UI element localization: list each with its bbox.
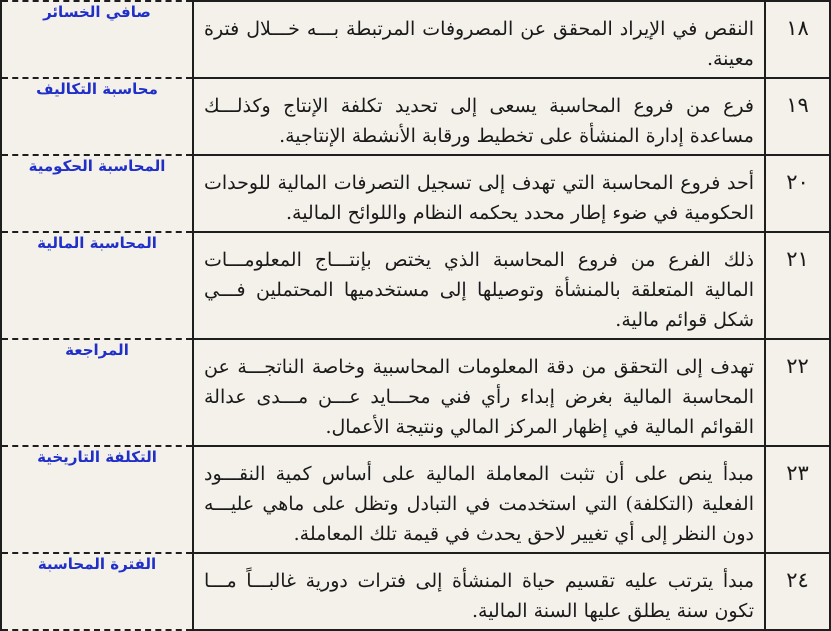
row-term: محاسبة التكاليف [1, 78, 193, 155]
row-number: ٢٤ [765, 553, 830, 630]
row-number: ٢١ [765, 232, 830, 339]
row-definition: النقص في الإيراد المحقق عن المصروفات المرتبطة بـــه خـــلال فترة معينة. [193, 1, 765, 78]
row-term: المحاسبة الحكومية [1, 155, 193, 232]
row-definition: أحد فروع المحاسبة التي تهدف إلى تسجيل التصرفات المالية للوحدات الحكومية في ضوء إطار محدد يحكمه النظام واللوائح المالية. [193, 155, 765, 232]
row-definition: ذلك الفرع من فروع المحاسبة الذي يختص بإنتـــاج المعلومـــات المالية المتعلقة بالمنشأة وتوصيلها إلى مستخدميها المحتملين فـــي شكل قوائم مالية. [193, 232, 765, 339]
row-definition: مبدأ يترتب عليه تقسيم حياة المنشأة إلى فترات دورية غالبـــاً مـــا تكون سنة يطلق عليها السنة المالية. [193, 553, 765, 630]
table-row [1, 232, 830, 339]
table-row [1, 339, 830, 446]
row-number: ١٨ [765, 1, 830, 78]
row-term: المراجعة [1, 339, 193, 446]
row-term: الفترة المحاسبة [1, 553, 193, 630]
row-definition: فرع من فروع المحاسبة يسعى إلى تحديد تكلفة الإنتاج وكذلـــك مساعدة إدارة المنشأة على تخطيط ورقابة الأنشطة الإنتاجية. [193, 78, 765, 155]
table-row [1, 1, 830, 78]
row-number: ٢٠ [765, 155, 830, 232]
table-row [1, 553, 830, 630]
row-term: التكلفة التاريخية [1, 446, 193, 553]
table-row [1, 446, 830, 553]
row-definition: مبدأ ينص على أن تثبت المعاملة المالية على أساس كمية النقـــود الفعلية (التكلفة) التي استخدمت في التبادل وتظل على ماهي عليـــه دون النظر إلى أي تغيير لاحق يحدث في قيمة تلك المعاملة. [193, 446, 765, 553]
row-number: ٢٣ [765, 446, 830, 553]
table-row [1, 155, 830, 232]
table-row [1, 78, 830, 155]
row-definition: تهدف إلى التحقق من دقة المعلومات المحاسبية وخاصة الناتجـــة عن المحاسبة المالية بغرض إبداء رأي فني محـــايد عـــن مـــدى عدالة القوائم المالية في إظهار المركز المالي ونتيجة الأعمال. [193, 339, 765, 446]
row-number: ١٩ [765, 78, 830, 155]
row-number: ٢٢ [765, 339, 830, 446]
row-term: صافي الخسائر [1, 1, 193, 78]
row-term: المحاسبة المالية [1, 232, 193, 339]
